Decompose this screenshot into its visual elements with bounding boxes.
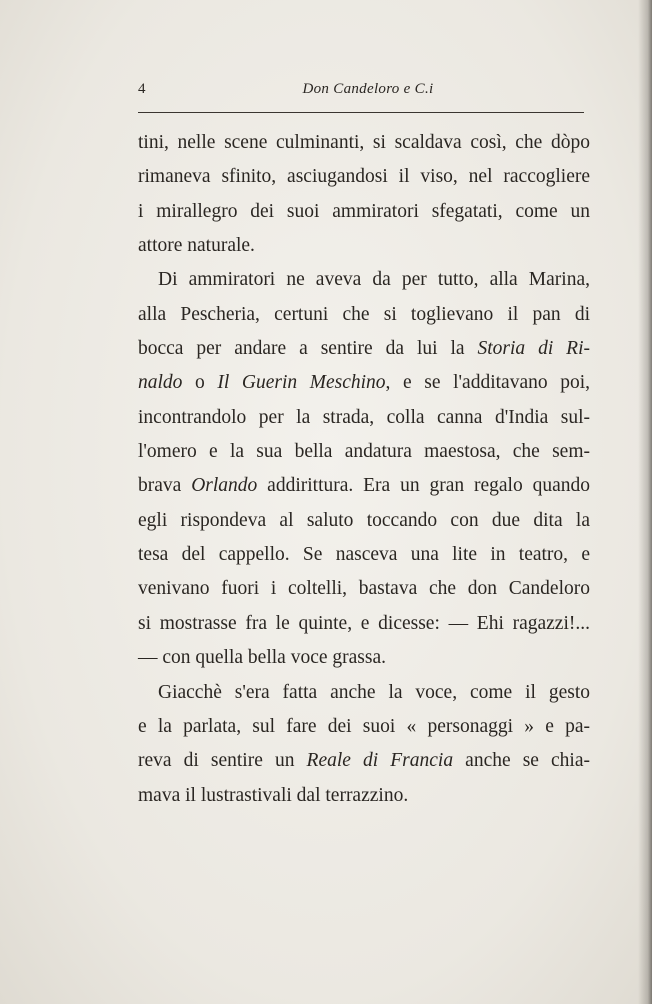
text-run: venivano fuori i coltelli, bastava che don Candeloro [138, 578, 590, 600]
text-line [138, 263, 590, 297]
text-run: brava [138, 475, 192, 497]
text-run: i mirallegro dei suoi ammiratori sfegatati, come un [138, 200, 590, 222]
italic-title: Orlando [191, 475, 258, 497]
text-line [138, 160, 590, 194]
text-line [138, 298, 590, 332]
text-line [138, 572, 590, 606]
text-line [138, 538, 590, 572]
page-edge-shadow [638, 0, 652, 1004]
text-run: mava il lustrastivali dal terrazzino. [138, 784, 409, 806]
text-line [138, 779, 590, 813]
italic-title: Storia di Ri- [477, 338, 590, 360]
header-rule [138, 112, 584, 113]
text-run: tesa del cappello. Se nasceva una lite in teatro, e [138, 544, 590, 566]
text-line [138, 435, 590, 469]
text-line [138, 504, 590, 538]
running-title: Don Candeloro e C.i [302, 81, 434, 97]
text-run: Giacchè s'era fatta anche la voce, come il gesto [158, 681, 590, 703]
text-run: addirittura. Era un gran regalo quando [257, 475, 590, 497]
italic-title: Il Guerin Meschino [217, 372, 386, 394]
text-run: , e se l'additavano poi, [385, 372, 590, 394]
text-run: reva di sentire un [138, 750, 307, 772]
text-run: — con quella bella voce grassa. [138, 647, 386, 669]
text-line [138, 641, 590, 675]
text-line [138, 744, 590, 778]
text-run: e la parlata, sul fare dei suoi « personaggi » e pa- [138, 715, 590, 737]
text-line [138, 332, 590, 366]
page-header [138, 78, 588, 100]
text-run: o [182, 372, 218, 394]
text-run: bocca per andare a sentire da lui la [138, 338, 478, 360]
text-line [138, 607, 590, 641]
body-text [138, 126, 590, 813]
text-line [138, 229, 590, 263]
text-line [138, 710, 590, 744]
text-run: rimaneva sfinito, asciugandosi il viso, nel raccogliere [138, 166, 590, 188]
text-run: incontrandolo per la strada, colla canna d'India sul- [138, 406, 590, 428]
text-line [138, 366, 590, 400]
text-line [138, 401, 590, 435]
text-line [138, 126, 590, 160]
text-run: Di ammiratori ne aveva da per tutto, alla Marina, [158, 269, 590, 291]
text-run: tini, nelle scene culminanti, si scaldava così, che dòpo [138, 132, 590, 153]
text-line [138, 469, 590, 503]
italic-title: naldo [138, 372, 183, 394]
page-number: 4 [138, 81, 146, 97]
text-line [138, 676, 590, 710]
text-run: alla Pescheria, certuni che si toglievano il pan di [138, 303, 590, 325]
text-run: si mostrasse fra le quinte, e dicesse: — Ehi ragazzi!... [138, 612, 590, 634]
text-run: anche se chia- [453, 750, 590, 772]
text-line [138, 195, 590, 229]
text-run: attore naturale. [138, 235, 255, 257]
text-run: egli rispondeva al saluto toccando con due dita la [138, 509, 590, 531]
italic-title: Reale di Francia [306, 750, 454, 772]
text-run: l'omero e la sua bella andatura maestosa, che sem- [138, 441, 590, 463]
